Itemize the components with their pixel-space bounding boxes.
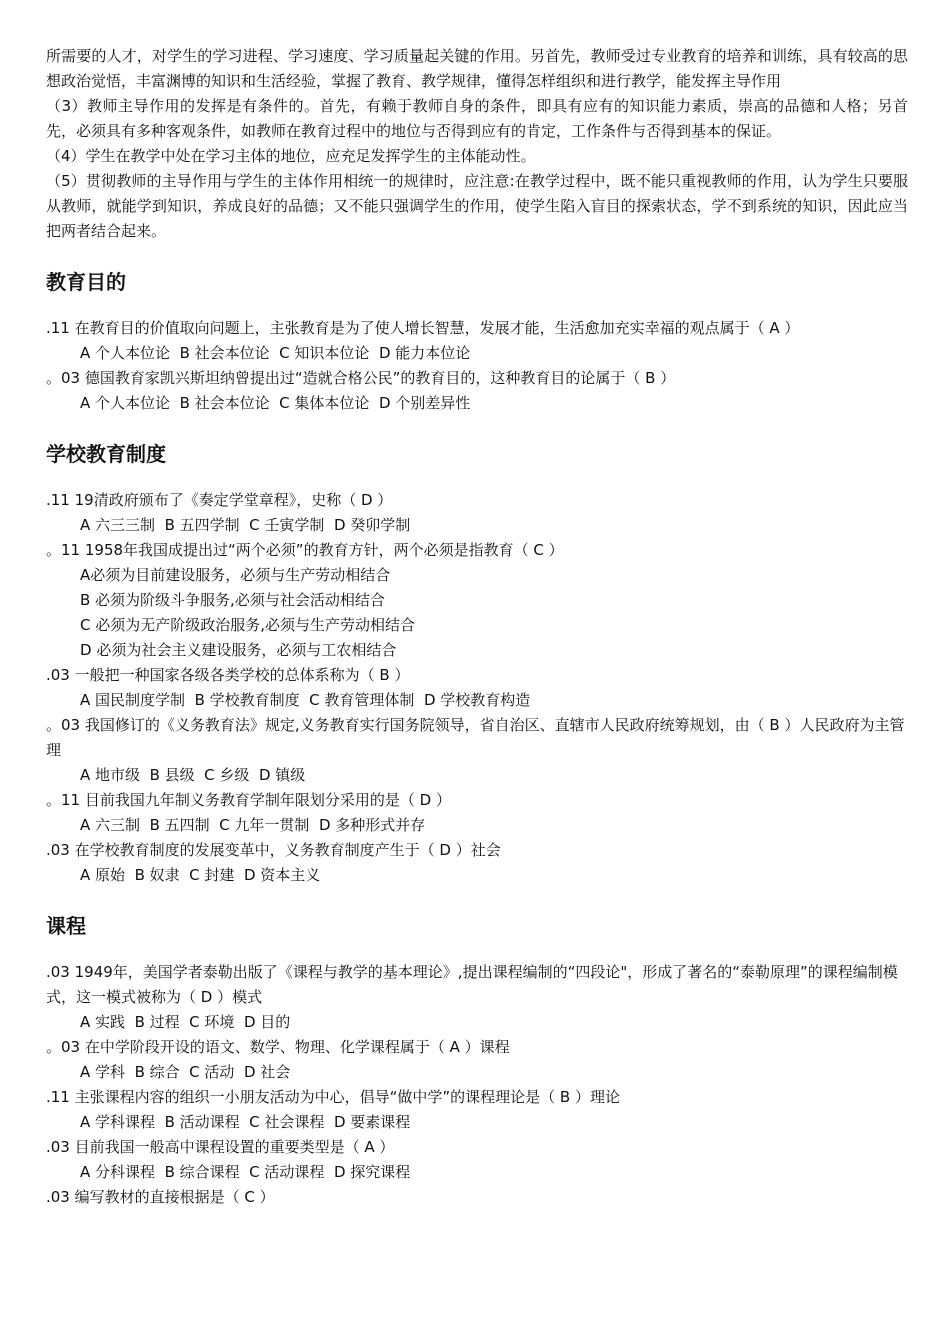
answer-options: A 实践 B 过程 C 环境 D 目的 — [80, 1013, 291, 1031]
answer-options: A 六三三制 B 五四学制 C 壬寅学制 D 癸卯学制 — [80, 516, 411, 534]
question-block — [46, 1185, 908, 1210]
section-heading: 学校教育制度 — [46, 442, 166, 466]
intro-paragraph: （5）贯彻教师的主导作用与学生的主体作用相统一的规律时，应注意:在教学过程中，既不能只重视教师的作用，认为学生只要服从教师，就能学到知识，养成良好的品德；又不能只强调学生的作用，使学生陷入盲目的探索状态，学不到系统的知识，因此应当把两者结合起来。 — [46, 172, 908, 240]
answer-options: A 分科课程 B 综合课程 C 活动课程 D 探究课程 — [80, 1163, 411, 1181]
answer-option: D 必须为社会主义建设服务，必须与工农相结合 — [80, 641, 397, 659]
question-text: 。03 我国修订的《义务教育法》规定,义务教育实行国务院领导，省自治区、直辖市人民政府统筹规划，由（ B ）人民政府为主管理 — [46, 716, 905, 759]
question-block — [46, 316, 908, 366]
answer-option: C 必须为无产阶级政治服务,必须与生产劳动相结合 — [80, 616, 416, 634]
question-text: 。03 德国教育家凯兴斯坦纳曾提出过“造就合格公民”的教育目的，这种教育目的论属于（ B ） — [46, 369, 676, 387]
answer-options: A 个人本位论 B 社会本位论 C 集体本位论 D 个别差异性 — [80, 394, 471, 412]
section-heading: 教育目的 — [46, 270, 126, 294]
intro-paragraph: （3）教师主导作用的发挥是有条件的。首先，有赖于教师自身的条件，即具有应有的知识能力素质，崇高的品德和人格；另首先，必须具有多种客观条件，如教师在教育过程中的地位与否得到应有的肯定，工作条件与否得到基本的保证。 — [46, 97, 908, 140]
question-text: .03 在学校教育制度的发展变革中，义务教育制度产生于（ D ）社会 — [46, 841, 501, 859]
answer-options: A 地市级 B 县级 C 乡级 D 镇级 — [80, 766, 306, 784]
question-text: .03 一般把一种国家各级各类学校的总体系称为（ B ） — [46, 666, 410, 684]
answer-options: A 个人本位论 B 社会本位论 C 知识本位论 D 能力本位论 — [80, 344, 471, 362]
question-text: .03 1949年，美国学者泰勒出版了《课程与教学的基本理论》,提出课程编制的“四段论"，形成了著名的“泰勒原理”的课程编制模式，这一模式被称为（ D ）模式 — [46, 963, 898, 1006]
question-block — [46, 1085, 908, 1135]
question-block — [46, 663, 908, 713]
question-text: 。11 1958年我国成提出过“两个必须”的教育方针，两个必须是指教育（ C ） — [46, 541, 564, 559]
answer-option: B 必须为阶级斗争服务,必须与社会活动相结合 — [80, 591, 385, 609]
question-block — [46, 538, 908, 663]
section-heading: 课程 — [46, 914, 86, 938]
question-block — [46, 788, 908, 838]
question-text: 。11 目前我国九年制义务教育学制年限划分采用的是（ D ） — [46, 791, 451, 809]
answer-options: A 学科 B 综合 C 活动 D 社会 — [80, 1063, 291, 1081]
answer-options: A 国民制度学制 B 学校教育制度 C 教育管理体制 D 学校教育构造 — [80, 691, 531, 709]
question-text: 。03 在中学阶段开设的语文、数学、物理、化学课程属于（ A ）课程 — [46, 1038, 510, 1056]
question-block — [46, 960, 908, 1035]
question-block — [46, 713, 908, 788]
answer-options: A 六三制 B 五四制 C 九年一贯制 D 多种形式并存 — [80, 816, 426, 834]
question-block — [46, 1135, 908, 1185]
answer-options: A 学科课程 B 活动课程 C 社会课程 D 要素课程 — [80, 1113, 411, 1131]
intro-paragraph: （4）学生在教学中处在学习主体的地位，应充足发挥学生的主体能动性。 — [46, 147, 536, 165]
question-text: .11 19清政府颁布了《奏定学堂章程》，史称（ D ） — [46, 491, 393, 509]
intro-block — [46, 44, 908, 244]
question-block — [46, 488, 908, 538]
question-text: .11 在教育目的价值取向问题上，主张教育是为了使人增长智慧，发展才能，生活愈加充实幸福的观点属于（ A ） — [46, 319, 800, 337]
question-block — [46, 838, 908, 888]
question-text: .03 编写教材的直接根据是（ C ） — [46, 1188, 275, 1206]
document-page — [46, 44, 908, 1210]
question-text: .11 主张课程内容的组织一小朋友活动为中心，倡导“做中学”的课程理论是（ B ）理论 — [46, 1088, 620, 1106]
question-text: .03 目前我国一般高中课程设置的重要类型是（ A ） — [46, 1138, 395, 1156]
question-block — [46, 1035, 908, 1085]
answer-options: A 原始 B 奴隶 C 封建 D 资本主义 — [80, 866, 321, 884]
question-block — [46, 366, 908, 416]
answer-option: A必须为目前建设服务，必须与生产劳动相结合 — [80, 566, 391, 584]
intro-paragraph: 所需要的人才，对学生的学习进程、学习速度、学习质量起关键的作用。另首先，教师受过专业教育的培养和训练，具有较高的思想政治觉悟，丰富渊博的知识和生活经验，掌握了教育、教学规律，懂得怎样组织和进行教学，能发挥主导作用 — [46, 47, 908, 90]
